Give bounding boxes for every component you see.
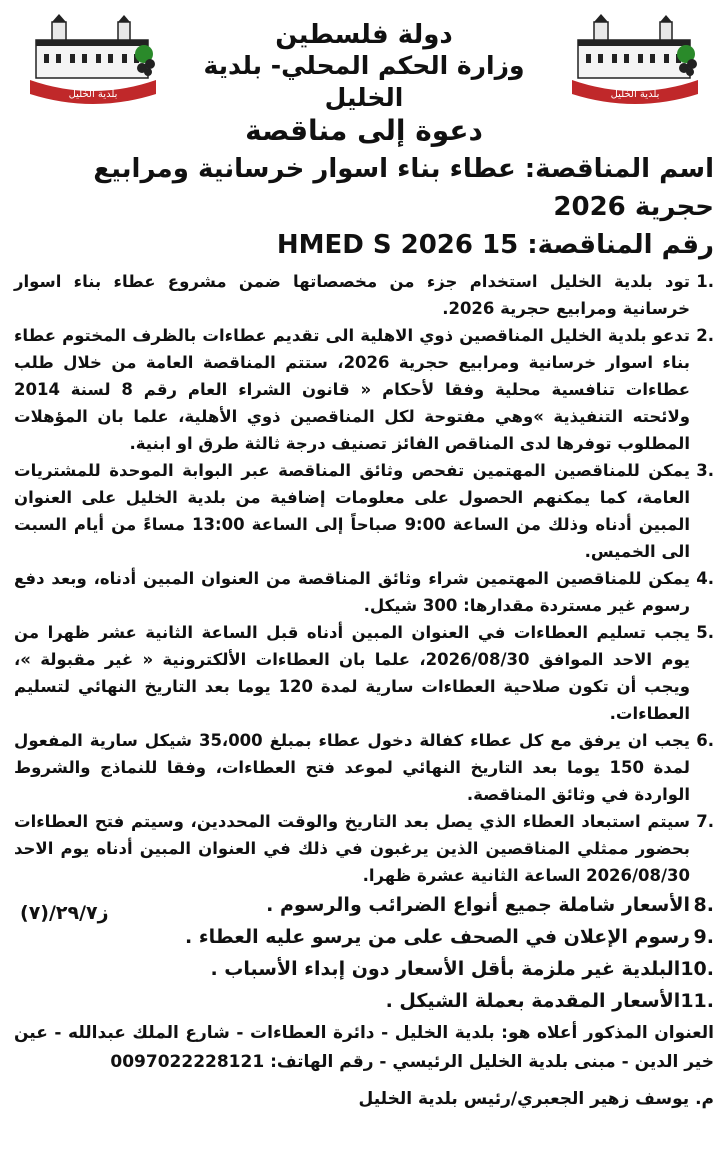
list-item: [14, 322, 714, 457]
item-number: .9: [693, 926, 714, 948]
list-item: [14, 985, 714, 1017]
item-text: الأسعار المقدمة بعملة الشيكل .: [385, 990, 681, 1012]
list-item: [14, 565, 714, 619]
list-item: [14, 268, 714, 322]
list-item: [14, 889, 714, 921]
terms-list: [14, 268, 714, 1017]
item-text: الأسعار شاملة جميع أنواع الضرائب والرسوم .: [266, 894, 690, 916]
ministry-name: وزارة الحكم المحلي- بلدية الخليل: [203, 51, 525, 112]
item-text: تود بلدية الخليل استخدام جزء من مخصصاتها ضمن مشروع عطاء بناء اسوار خرسانية ومرابيع حجرية 2026.: [14, 272, 690, 318]
municipality-logo: [564, 14, 706, 112]
item-text: يجب تسليم العطاءات في العنوان المبين أدناه قبل الساعة الثانية عشر ظهرا من يوم الاحد الموافق 2026/08/30، علما بان العطاءات الألكترونية « غير مقبولة »، ويجب أن تكون صلاحية العطاءات سارية لمدة 120 يوما بعد التاريخ النهائي لتسليم العطاءات.: [14, 623, 690, 723]
signature: م. يوسف زهير الجعبري/رئيس بلدية الخليل: [358, 1089, 714, 1109]
list-item: [14, 921, 714, 953]
logo-caption: بلدية الخليل: [610, 89, 660, 100]
list-item: [14, 457, 714, 565]
item-text: يمكن للمناقصين المهتمين تفحص وثائق المناقصة عبر البوابة الموحدة للمشتريات العامة، كما يمكنهم الحصول على معلومات إضافية من بلدية الخليل على العنوان المبين أدناه وذلك من الساعة 9:00 صباحاً إلى الساعة 13:00 مساءً من أيام السبت الى الخميس.: [14, 461, 690, 561]
list-item: [14, 619, 714, 727]
municipality-logo: [22, 14, 164, 112]
header: [14, 0, 714, 112]
item-number: .6: [696, 731, 714, 750]
item-number: .1: [696, 272, 714, 291]
header-text: [174, 20, 554, 114]
item-number: .10: [680, 958, 714, 980]
item-number: .3: [696, 461, 714, 480]
item-text: البلدية غير ملزمة بأقل الأسعار دون إبداء الأسباب .: [210, 958, 681, 980]
item-number: .8: [693, 894, 714, 916]
item-text: تدعو بلدية الخليل المناقصين ذوي الاهلية الى تقديم عطاءات بالظرف المختوم عطاء بناء اسوار خرسانية ومرابيع حجرية 2026، ستتم المناقصة العامة من خلال طلب عطاءات تنافسية محلية وفقا لأحكام « قانون الشراء العام رقم 8 لسنة 2014 ولائحته التنفيذية »وهي مفتوحة لكل المناقصين ذوي الأهلية، علما بان المؤهلات المطلوب توفرها لدى المناقص الفائز تصنيف درجة ثالثة طرق او ابنية.: [14, 326, 690, 453]
address: العنوان المذكور أعلاه هو: بلدية الخليل - دائرة العطاءات - شارع الملك عبدالله - عين خير الدين - مبنى بلدية الخليل الرئيسي - رقم الهاتف: 0097022228121: [14, 1023, 714, 1072]
item-text: يجب ان يرفق مع كل عطاء كفالة دخول عطاء بمبلغ 35،000 شيكل سارية المفعول لمدة 150 يوما بعد التاريخ النهائي لموعد فتح العطاءات، وفقا للنماذج والشروط الواردة في وثائق المناقصة.: [14, 731, 691, 804]
item-number: .2: [696, 326, 714, 345]
page-title: دعوة إلى مناقصة: [245, 114, 483, 147]
item-text: رسوم الإعلان في الصحف على من يرسو عليه العطاء .: [185, 926, 690, 948]
item-number: .7: [696, 812, 714, 831]
item-number: .11: [680, 990, 714, 1012]
state-name: دولة فلسطين: [275, 20, 453, 50]
item-text: يمكن للمناقصين المهتمين شراء وثائق المناقصة من العنوان المبين أدناه، وبعد دفع رسوم غير مستردة مقدارها: 300 شيكل.: [14, 569, 690, 615]
item-number: .4: [696, 569, 714, 588]
list-item: [14, 808, 714, 889]
publication-code: ز٢٩/٧/(٧): [20, 902, 109, 924]
item-number: .5: [696, 623, 714, 642]
tender-name: اسم المناقصة: عطاء بناء اسوار خرسانية ومرابيع حجرية 2026: [93, 154, 714, 222]
list-item: [14, 953, 714, 985]
tender-number: رقم المناقصة: HMED S 2026 15: [276, 230, 714, 260]
list-item: [14, 727, 714, 808]
logo-caption: بلدية الخليل: [68, 89, 118, 100]
item-text: سيتم استبعاد العطاء الذي يصل بعد التاريخ والوقت المحددين، وسيتم فتح العطاءات بحضور ممثلي المناقصين الذين يرغبون في ذلك في العنوان المبين أدناه يوم الاحد 2026/08/30 الساعة الثانية عشرة ظهرا.: [14, 812, 690, 885]
